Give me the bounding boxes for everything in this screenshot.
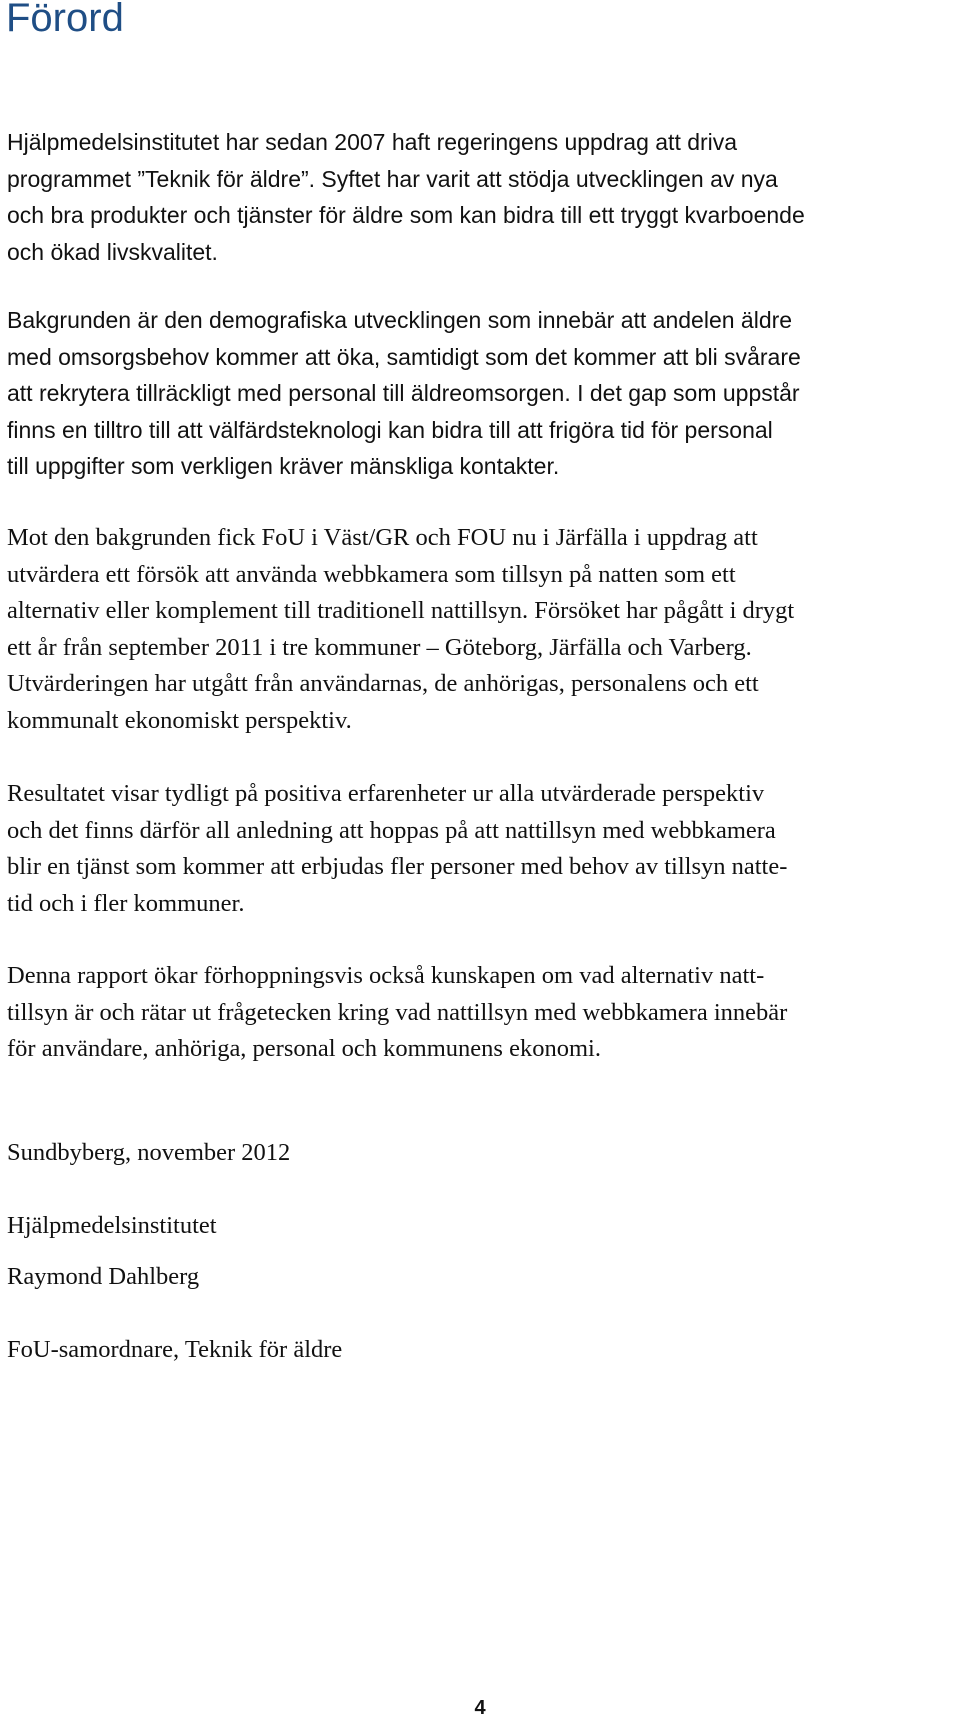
paragraph-assignment: Mot den bakgrunden fick FoU i Väst/GR och FOU nu i Järfälla i uppdrag att utvärdera ett försök att använda webbkamera som tillsyn på natten som ett alternativ eller komplement till traditionell nattillsyn. Försöket har pågått i drygt ett år från september 2011 i tre kommuner – Göteborg, Järfälla och Varberg. Utvärderingen har utgått från användarnas, de anhörigas, personalens och ett kommunalt ekonomiskt perspektiv. xyxy=(7,524,795,734)
organization-name: Hjälpmedelsinstitutet xyxy=(7,1211,217,1239)
page-title: Förord xyxy=(6,0,124,40)
paragraph-conclusion: Denna rapport ökar förhoppningsvis också kunskapen om vad alternativ natt- tillsyn är och rätar ut frågetecken kring vad nattillsyn med webbkamera innebär för användare, anhöriga, personal och kommunens ekonomi. xyxy=(7,962,788,1062)
signer-name: Raymond Dahlberg xyxy=(7,1262,200,1290)
paragraph-intro: Hjälpmedelsinstitutet har sedan 2007 haft regeringens uppdrag att driva programmet ”Teknik för äldre”. Syftet har varit att stödja utvecklingen av nya och bra produkter och tjänster för äldre som kan bidra till ett tryggt kvarboende och ökad livskvalitet. xyxy=(7,129,805,265)
paragraph-results: Resultatet visar tydligt på positiva erfarenheter ur alla utvärderade perspektiv och det finns därför all anledning att hoppas på att nattillsyn med webbkamera blir en tjänst som kommer att erbjudas fler personer med behov av tillsyn natte- tid och i fler kommuner. xyxy=(7,780,788,917)
place-date: Sundbyberg, november 2012 xyxy=(7,1138,291,1166)
signer-title: FoU-samordnare, Teknik för äldre xyxy=(7,1335,343,1363)
signature-block xyxy=(7,1222,955,1405)
paragraph-background: Bakgrunden är den demografiska utvecklingen som innebär att andelen äldre med omsorgsbehov kommer att öka, samtidigt som det kommer att bli svårare att rekrytera tillräckligt med personal till äldreomsorgen. I det gap som uppstår finns en tilltro till att välfärdsteknologi kan bidra till att frigöra tid för personal till uppgifter som verkligen kräver mänskliga kontakter. xyxy=(7,307,801,479)
page-number: 4 xyxy=(474,1697,486,1719)
